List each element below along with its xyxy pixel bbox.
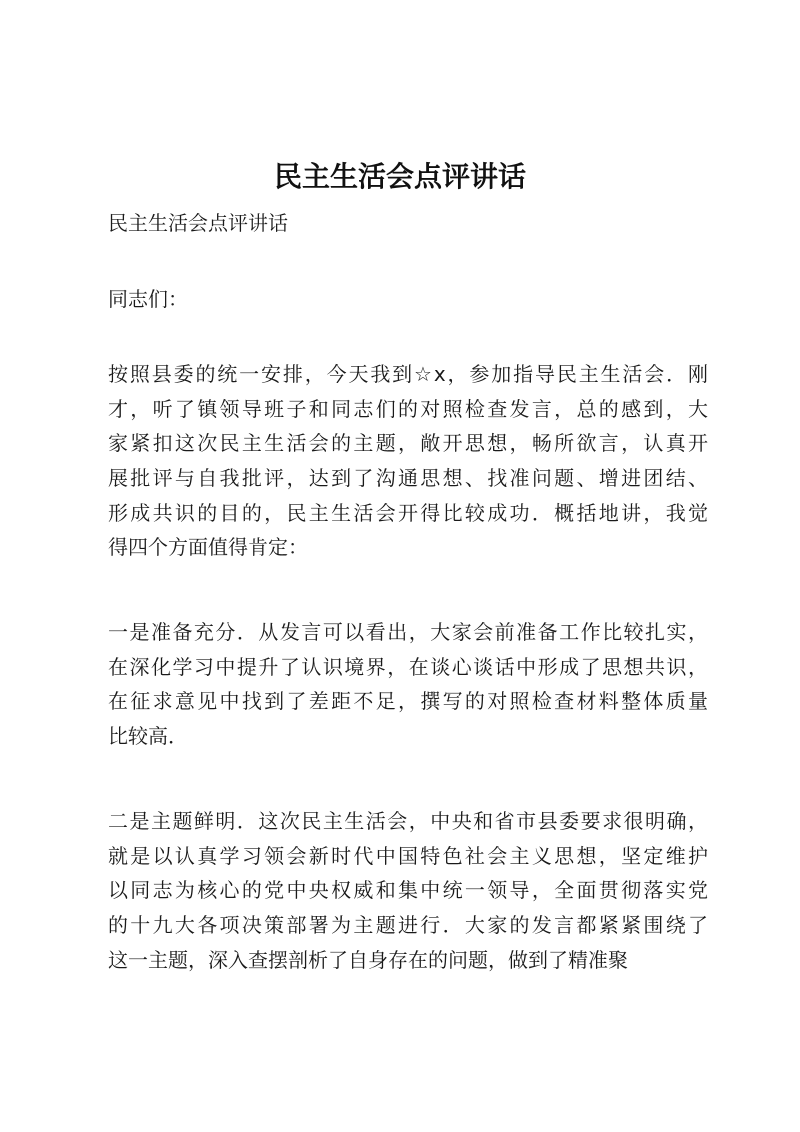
paragraph-line: 形成共识的目的，民主生活会开得比较成功．概括地讲，我觉 bbox=[108, 500, 708, 525]
paragraph-line: 展批评与自我批评，达到了沟通思想、找准问题、增进团结、 bbox=[108, 466, 708, 491]
paragraph-3 bbox=[108, 804, 708, 977]
paragraph-line: 二是主题鲜明．这次民主生活会，中央和省市县委要求很明确， bbox=[108, 809, 708, 833]
paragraph-line: 才，听了镇领导班子和同志们的对照检查发言，总的感到，大 bbox=[108, 396, 708, 421]
paragraph-line: 以同志为核心的党中央权威和集中统一领导，全面贯彻落实党 bbox=[108, 878, 708, 903]
paragraph-line: 比较高． bbox=[108, 724, 188, 749]
paragraph-line: 这一主题，深入查摆剖析了自身存在的问题，做到了精准聚 bbox=[108, 947, 628, 972]
paragraph-line: 一是准备充分．从发言可以看出，大家会前准备工作比较扎实， bbox=[108, 620, 708, 644]
paragraph-line: 按照县委的统一安排，今天我到☆x，参加指导民主生活会．刚 bbox=[108, 362, 708, 386]
paragraph-line: 在深化学习中提升了认识境界，在谈心谈话中形成了思想共识， bbox=[108, 654, 708, 679]
paragraph-line: 的十九大各项决策部署为主题进行．大家的发言都紧紧围绕了 bbox=[108, 913, 708, 938]
paragraph-2 bbox=[108, 615, 708, 754]
document-title: 民主生活会点评讲话 bbox=[273, 160, 526, 193]
greeting: 同志们： bbox=[108, 287, 188, 311]
paragraph-line: 得四个方面值得肯定： bbox=[108, 535, 308, 560]
paragraph-line: 就是以认真学习领会新时代中国特色社会主义思想，坚定维护 bbox=[108, 843, 708, 868]
paragraph-1 bbox=[108, 357, 708, 565]
paragraph-line: 家紧扣这次民主生活会的主题，敞开思想，畅所欲言，认真开 bbox=[108, 431, 708, 456]
paragraph-line: 在征求意见中找到了差距不足，撰写的对照检查材料整体质量 bbox=[108, 689, 708, 714]
document-subtitle: 民主生活会点评讲话 bbox=[108, 211, 288, 235]
